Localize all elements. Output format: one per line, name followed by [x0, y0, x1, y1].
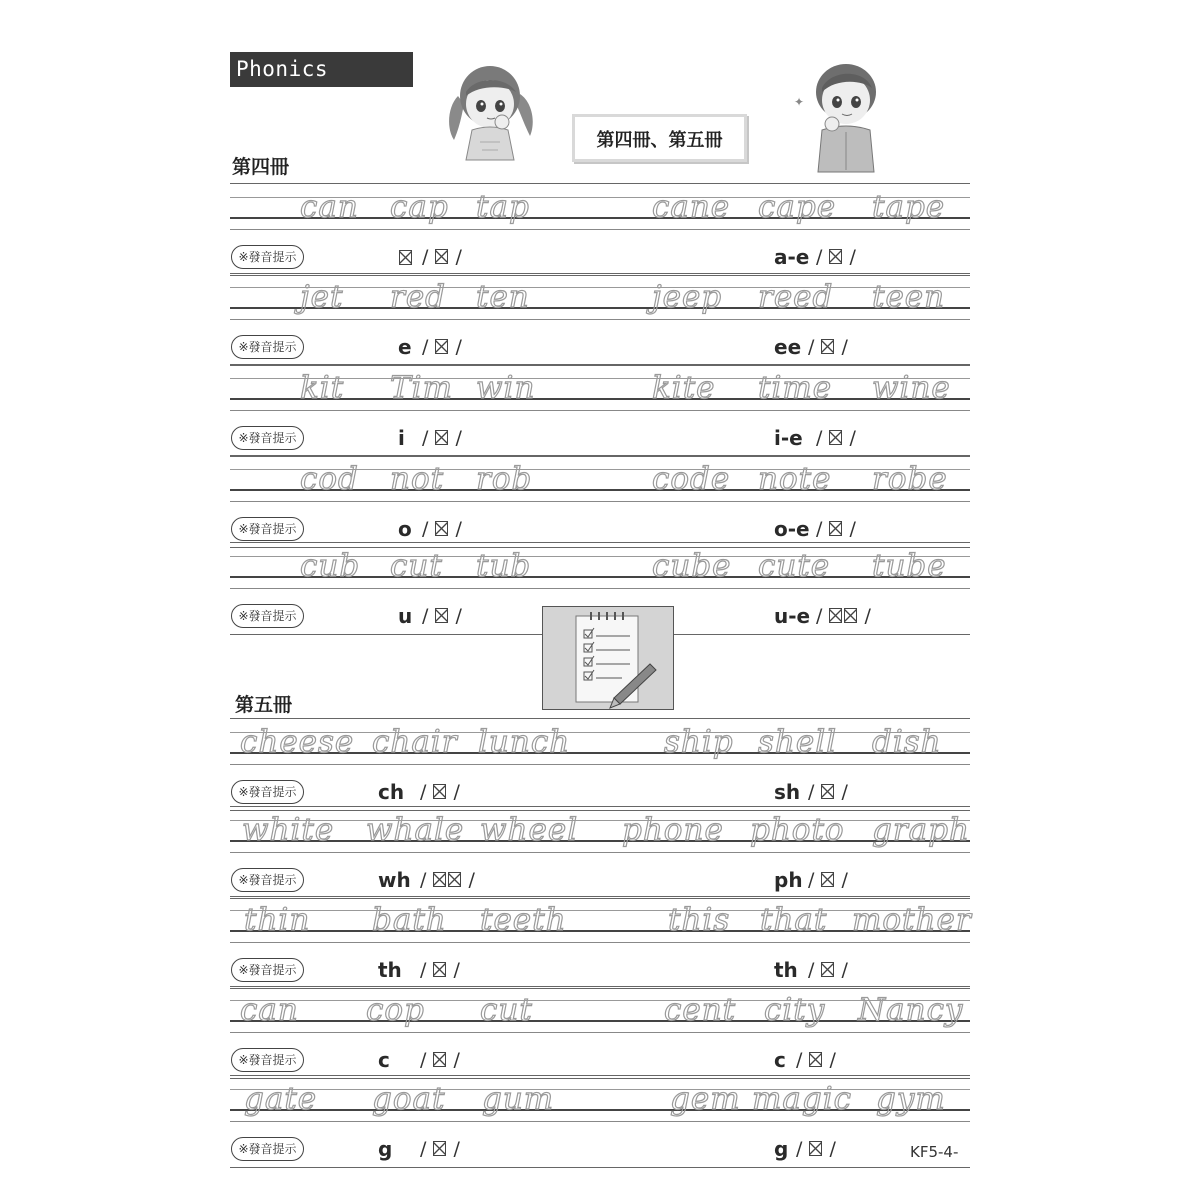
trace-word: cop	[366, 992, 425, 1028]
sound-left: wh	[378, 868, 411, 892]
trace-word: tub	[476, 548, 532, 584]
trace-word: Nancy	[858, 992, 964, 1028]
sound-right: a-e	[774, 245, 810, 269]
pronunciation-hint-badge: ※發音提示	[231, 426, 304, 450]
trace-word: graph	[872, 812, 970, 848]
trace-word: lunch	[478, 724, 571, 760]
phonetic-slot-right: / /	[808, 336, 848, 358]
trace-word: gate	[244, 1081, 318, 1117]
trace-word: whale	[366, 812, 465, 848]
trace-word: code	[652, 461, 731, 497]
phonetic-slot-right: / /	[796, 1049, 836, 1071]
phonetic-slot-left: / /	[422, 518, 462, 540]
phonetic-slot-left: / /	[422, 246, 462, 268]
trace-word: that	[760, 902, 828, 938]
trace-word: cane	[652, 189, 731, 225]
sound-left: g	[378, 1137, 393, 1161]
trace-word: cape	[758, 189, 837, 225]
trace-word: cent	[664, 992, 737, 1028]
trace-word: note	[758, 461, 832, 497]
hint-line	[230, 1167, 970, 1169]
sound-right: c	[774, 1048, 786, 1072]
trace-word: cube	[652, 548, 732, 584]
trace-word: robe	[872, 461, 948, 497]
trace-word: can	[240, 992, 299, 1028]
trace-word: tap	[476, 189, 530, 225]
trace-word: thin	[244, 902, 311, 938]
trace-word: white	[242, 812, 335, 848]
volumes-box: 第四冊、第五冊	[572, 114, 747, 162]
pronunciation-hint-badge: ※發音提示	[231, 868, 304, 892]
trace-word: kite	[652, 370, 716, 406]
trace-word: ship	[664, 724, 734, 760]
phonetic-slot-right: / /	[816, 246, 856, 268]
sound-right: g	[774, 1137, 789, 1161]
phonetic-slot-right: / /	[808, 869, 848, 891]
trace-word: mother	[852, 902, 972, 938]
trace-word: kit	[300, 370, 345, 406]
trace-word: dish	[872, 724, 942, 760]
trace-word: cut	[480, 992, 533, 1028]
book4-label: 第四冊	[232, 156, 290, 178]
sound-right: i-e	[774, 426, 803, 450]
phonetic-slot-left: / /	[420, 869, 475, 891]
pronunciation-hint-badge: ※發音提示	[231, 1137, 304, 1161]
pronunciation-hint-badge: ※發音提示	[231, 1048, 304, 1072]
sound-left: o	[398, 517, 412, 541]
phonetic-slot-left: / /	[420, 1049, 460, 1071]
girl-illustration	[440, 56, 540, 168]
trace-word: time	[758, 370, 833, 406]
trace-word: ten	[476, 279, 530, 315]
trace-word: wine	[872, 370, 951, 406]
trace-word: goat	[372, 1081, 446, 1117]
trace-word: teen	[872, 279, 946, 315]
trace-word: phone	[622, 812, 724, 848]
phonetic-slot-right: / /	[816, 605, 871, 627]
phonetic-slot-left: / /	[420, 781, 460, 803]
trace-word: wheel	[480, 812, 579, 848]
trace-word: cheese	[240, 724, 355, 760]
trace-word: magic	[752, 1081, 852, 1117]
pronunciation-hint-badge: ※發音提示	[231, 780, 304, 804]
trace-word: cod	[300, 461, 359, 497]
phonetic-slot-left: / /	[422, 427, 462, 449]
trace-word: win	[476, 370, 536, 406]
phonetic-slot-right: / /	[816, 518, 856, 540]
sound-right: ee	[774, 335, 802, 359]
sound-left: u	[398, 604, 413, 628]
trace-word: bath	[372, 902, 447, 938]
trace-word: cub	[300, 548, 361, 584]
trace-word: chair	[372, 724, 458, 760]
trace-word: cut	[390, 548, 443, 584]
trace-word: tube	[872, 548, 947, 584]
guide-lines	[230, 806, 970, 868]
trace-word: red	[390, 279, 447, 315]
trace-word: this	[668, 902, 731, 938]
trace-word: jeep	[652, 279, 723, 315]
phonetic-slot-right: / /	[816, 427, 856, 449]
phonetic-slot-left: / /	[420, 959, 460, 981]
sound-left: ch	[378, 780, 405, 804]
phonetic-slot-right: / /	[808, 959, 848, 981]
clipboard-checklist-icon	[542, 606, 674, 710]
phonetic-glyph	[398, 249, 413, 268]
trace-word: not	[390, 461, 445, 497]
pronunciation-hint-badge: ※發音提示	[231, 517, 304, 541]
sound-left: th	[378, 958, 402, 982]
pronunciation-hint-badge: ※發音提示	[231, 335, 304, 359]
trace-word: can	[300, 189, 359, 225]
sound-right: ph	[774, 868, 803, 892]
trace-word: tape	[872, 189, 946, 225]
trace-word: jet	[300, 279, 344, 315]
trace-word: city	[764, 992, 826, 1028]
pronunciation-hint-badge: ※發音提示	[231, 245, 304, 269]
trace-word: gem	[670, 1081, 741, 1117]
pronunciation-hint-badge: ※發音提示	[231, 604, 304, 628]
guide-lines	[230, 1075, 970, 1137]
trace-word: photo	[750, 812, 845, 848]
trace-word: gum	[482, 1081, 555, 1117]
trace-word: shell	[758, 724, 838, 760]
sound-right: u-e	[774, 604, 811, 628]
sound-left: e	[398, 335, 412, 359]
trace-word: gym	[876, 1081, 946, 1117]
book5-label: 第五冊	[235, 694, 293, 716]
page-title: Phonics Review	[230, 52, 413, 87]
sound-left: i	[398, 426, 405, 450]
pronunciation-hint-badge: ※發音提示	[231, 958, 304, 982]
phonetic-slot-left: / /	[422, 336, 462, 358]
sound-right: th	[774, 958, 798, 982]
trace-word: Tim	[390, 370, 453, 406]
trace-word: cap	[390, 189, 449, 225]
phonetic-slot-left: / /	[422, 605, 462, 627]
trace-word: rob	[476, 461, 533, 497]
phonetic-slot-right: / /	[796, 1138, 836, 1160]
sound-right: sh	[774, 780, 801, 804]
trace-word: teeth	[480, 902, 567, 938]
svg-text:✦: ✦	[794, 95, 805, 109]
trace-word: reed	[758, 279, 834, 315]
phonetic-slot-right: / /	[808, 781, 848, 803]
phonetic-slot-left: / /	[420, 1138, 460, 1160]
sound-left: c	[378, 1048, 390, 1072]
sound-right: o-e	[774, 517, 810, 541]
page-code: KF5-4-	[910, 1143, 959, 1161]
trace-word: cute	[758, 548, 831, 584]
boy-illustration	[792, 54, 892, 174]
